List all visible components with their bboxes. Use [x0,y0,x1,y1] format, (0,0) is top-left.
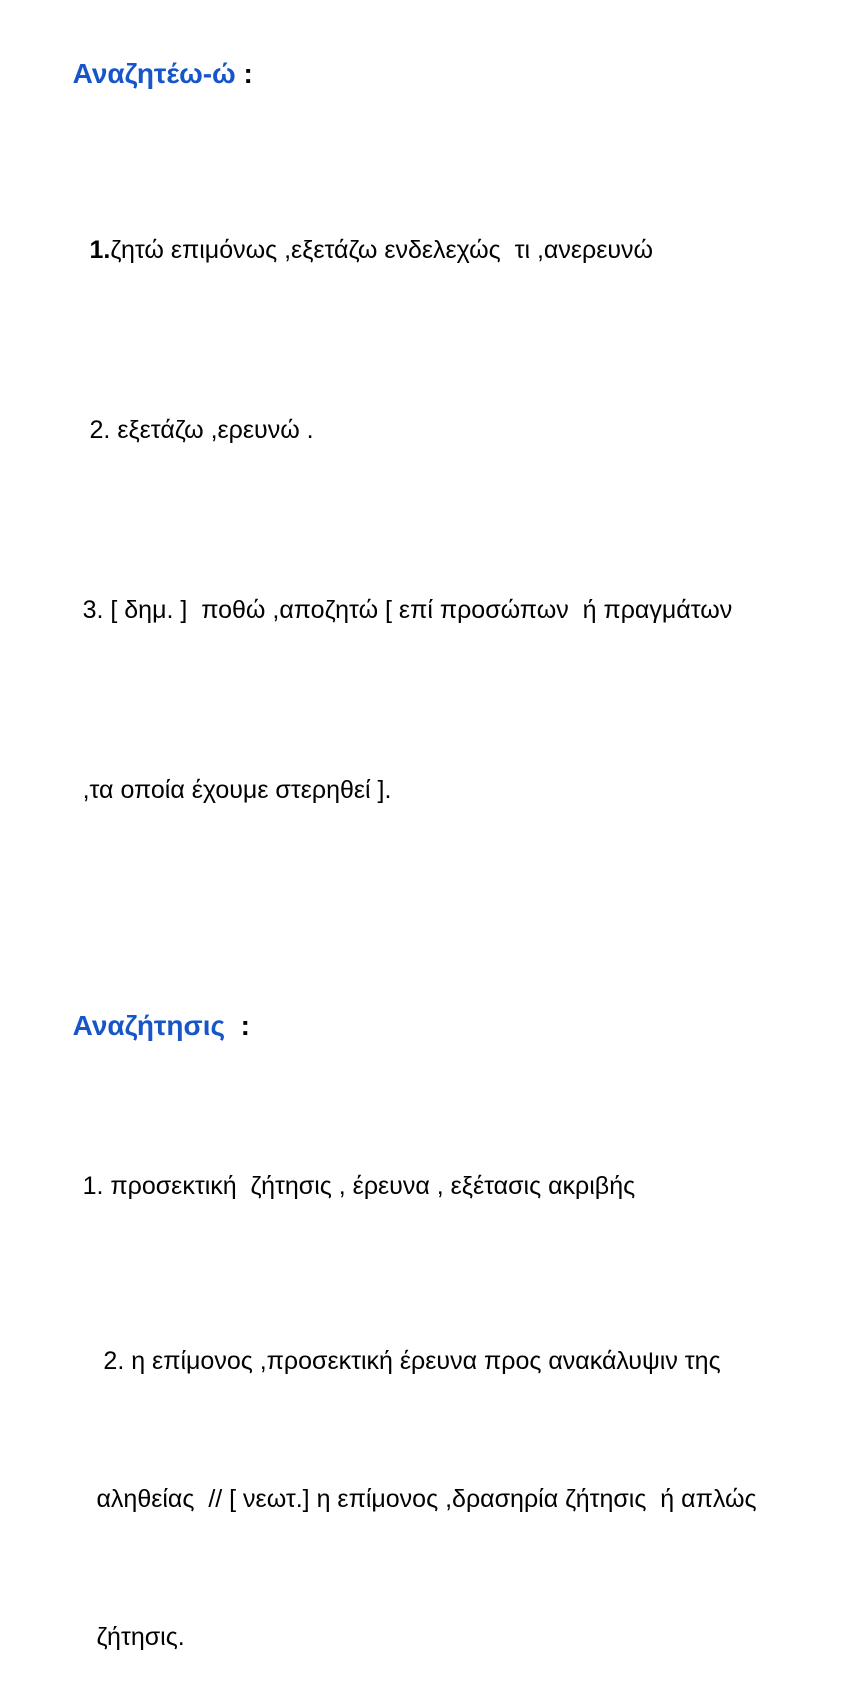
definition-text: 1. προσεκτική ζήτησις , έρευνα , εξέτασις ακριβής [82,1172,636,1200]
entry-definitions [27,1096,858,1706]
definition-line [27,1568,858,1706]
dictionary-entry-anazeteo [27,14,858,880]
definition-text: ,τα οποία έχουμε στερηθεί ]. [82,776,392,804]
definition-text: 2. εξετάζω ,ερευνώ . [82,416,314,444]
entry-definitions [27,160,858,880]
entry-headword-colon: : [235,58,253,89]
definition-line [27,1096,858,1276]
definition-line [27,700,858,880]
definition-text: 3. [ δημ. ] ποθώ ,αποζητώ [ επί προσώπων ή πραγμάτων [82,596,733,624]
definition-text: 2. η επίμονος ,προσεκτική έρευνα προς ανακάλυψιν της [96,1347,721,1375]
definition-line [27,340,858,520]
sense-number: 1. [82,236,111,264]
entry-headword-colon: : [225,1010,250,1041]
entry-headword: Αναζητέω-ώ [72,58,236,89]
dictionary-entry-anazetesis [27,966,858,1706]
entry-headword-line [27,14,858,134]
definition-text: ζητώ επιμόνως ,εξετάζω ενδελεχώς τι ,ανερευνώ [110,236,654,264]
definition-text: ζήτησις. [96,1623,185,1651]
entry-headword-line [27,966,858,1086]
definition-line [27,520,858,700]
definition-line [27,160,858,340]
definition-line [27,1430,858,1568]
definition-paragraph [27,1292,858,1706]
definition-line [27,1292,858,1430]
entry-headword: Αναζήτησις [72,1010,226,1041]
definition-text: αληθείας // [ νεωτ.] η επίμονος ,δρασηρία ζήτησις ή απλώς [96,1485,757,1513]
